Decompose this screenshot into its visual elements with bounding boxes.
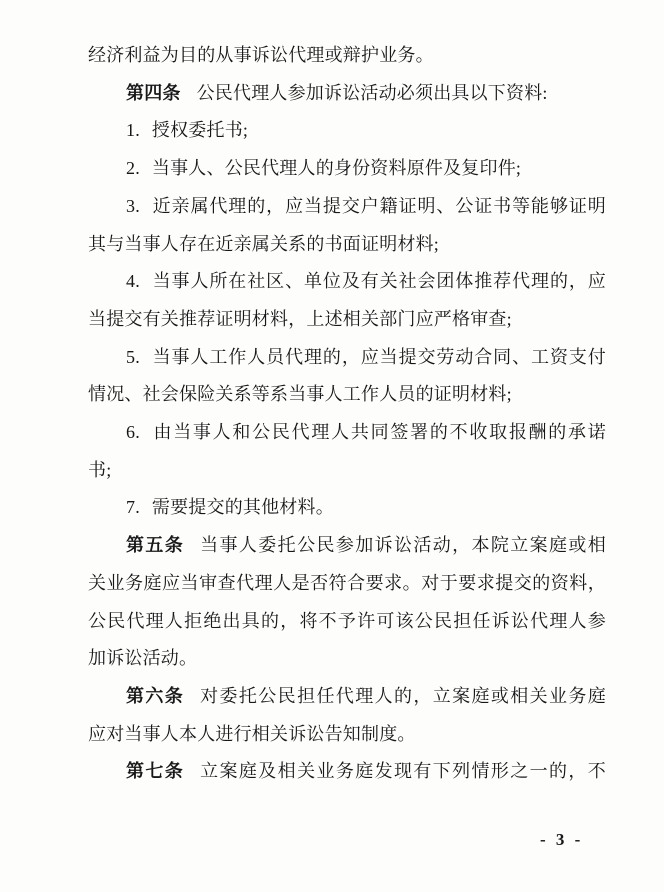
- line-text: 加诉讼活动。: [88, 648, 198, 669]
- item-number: 1.: [126, 120, 140, 141]
- line-text: 经济利益为目的从事诉讼代理或辩护业务。: [88, 45, 434, 65]
- item-number: 6.: [126, 422, 140, 443]
- document-body: [88, 37, 606, 791]
- line-text: 对委托公民担任代理人的，立案庭或相关业务庭: [200, 685, 606, 706]
- text-line: [88, 263, 606, 301]
- item-number: 4.: [126, 271, 140, 292]
- text-line: [88, 753, 606, 791]
- line-text: 当事人委托公民参加诉讼活动，本院立案庭或相: [200, 535, 606, 556]
- line-text: 情况、社会保险关系等系当事人工作人员的证明材料;: [88, 384, 512, 405]
- line-text: 书;: [88, 459, 112, 480]
- item-number: 3.: [126, 195, 140, 216]
- text-line: [88, 489, 606, 527]
- text-line: [88, 37, 606, 75]
- text-line: [88, 527, 606, 565]
- line-text: 关业务庭应当审查代理人是否符合要求。对于要求提交的资料，: [88, 572, 606, 593]
- text-line: [88, 301, 606, 339]
- item-number: 2.: [126, 158, 140, 179]
- text-line: [88, 716, 606, 754]
- line-text: 应对当事人本人进行相关诉讼告知制度。: [88, 723, 416, 744]
- line-text: 由当事人和公民代理人共同签署的不收取报酬的承诺: [151, 422, 606, 443]
- text-line: [88, 603, 606, 641]
- line-text: 需要提交的其他材料。: [151, 497, 334, 518]
- text-line: [88, 75, 606, 113]
- line-text: 当事人所在社区、单位及有关社会团体推荐代理的，应: [151, 271, 606, 292]
- item-number: 7.: [126, 497, 140, 518]
- article-number: 第六条: [126, 685, 185, 706]
- line-text: 授权委托书;: [151, 120, 249, 141]
- page-number: - 3 -: [540, 830, 584, 849]
- text-line: [88, 188, 606, 226]
- line-text: 公民代理人参加诉讼活动必须出具以下资料:: [196, 82, 548, 103]
- item-number: 5.: [126, 346, 140, 367]
- text-line: [88, 640, 606, 678]
- text-line: [88, 150, 606, 188]
- line-text: 当事人、公民代理人的身份资料原件及复印件;: [151, 158, 522, 179]
- article-number: 第七条: [126, 761, 185, 782]
- line-text: 立案庭及相关业务庭发现有下列情形之一的，不: [200, 761, 606, 782]
- text-line: [88, 226, 606, 264]
- line-text: 公民代理人拒绝出具的，将不予许可该公民担任诉讼代理人参: [88, 610, 606, 631]
- text-line: [88, 565, 606, 603]
- text-line: [88, 678, 606, 716]
- line-text: 当事人工作人员代理的，应当提交劳动合同、工资支付: [151, 346, 606, 367]
- text-line: [88, 414, 606, 452]
- text-line: [88, 339, 606, 377]
- text-line: [88, 376, 606, 414]
- text-line: [88, 452, 606, 490]
- line-text: 近亲属代理的，应当提交户籍证明、公证书等能够证明: [151, 195, 606, 216]
- article-number: 第四条: [126, 82, 181, 103]
- line-text: 其与当事人存在近亲属关系的书面证明材料;: [88, 233, 439, 254]
- article-number: 第五条: [126, 535, 185, 556]
- line-text: 当提交有关推荐证明材料，上述相关部门应严格审查;: [88, 308, 512, 329]
- text-line: [88, 112, 606, 150]
